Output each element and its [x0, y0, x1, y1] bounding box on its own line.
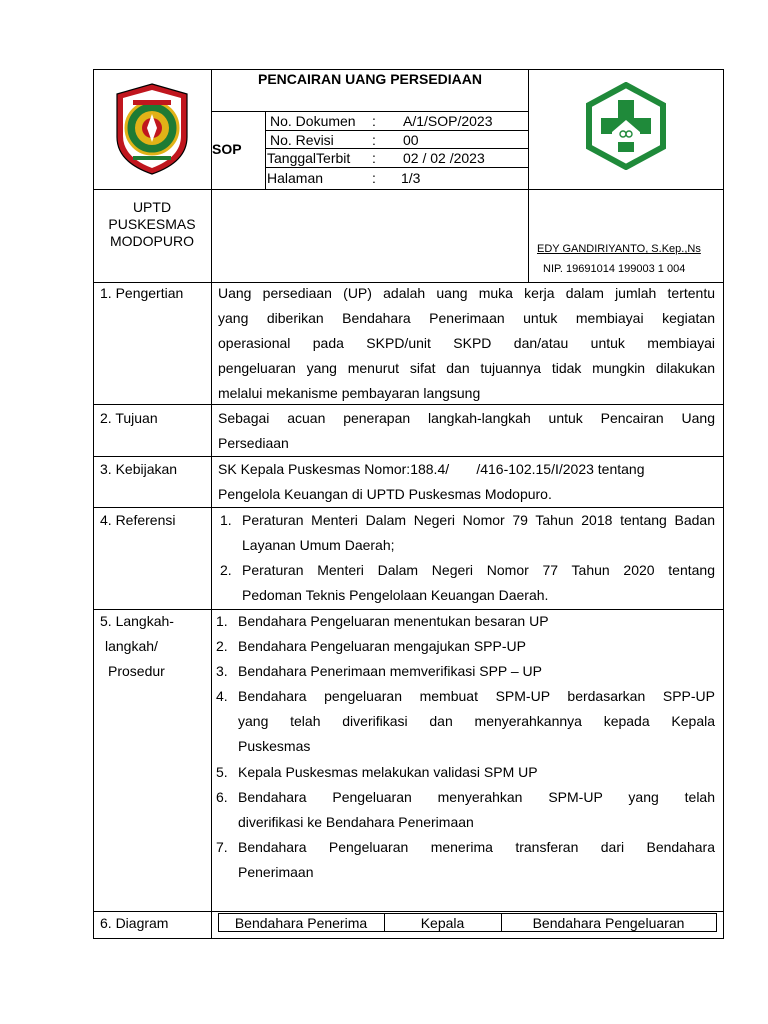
label-line: Prosedur: [108, 663, 165, 679]
field-label: TanggalTerbit: [267, 150, 351, 166]
field-label: No. Dokumen: [270, 113, 356, 129]
list-item-line: Peraturan Menteri Dalam Negeri Nomor 79 Tahun 2018 tentang Badan: [242, 512, 715, 528]
field-separator: :: [372, 170, 376, 186]
text-line: operasional pada SKPD/unit SKPD dan/atau untuk membiayai: [218, 335, 715, 351]
field-separator: :: [372, 113, 376, 129]
org-name-line: UPTD: [132, 199, 172, 215]
sop-label: SOP: [212, 141, 242, 157]
org-name-line: PUSKESMAS: [108, 216, 196, 232]
list-number: 5.: [216, 764, 228, 780]
list-item-line: Bendahara Pengeluaran mengajukan SPP-UP: [238, 638, 526, 654]
document-title: PENCAIRAN UANG PERSEDIAAN: [257, 71, 483, 87]
text-line: Persediaan: [218, 435, 289, 451]
list-number: 2.: [216, 638, 228, 654]
field-value: 1/3: [401, 170, 421, 186]
field-value: 02 / 02 /2023: [403, 150, 485, 166]
section-label-tujuan: 2. Tujuan: [100, 410, 158, 426]
list-item-line: Bendahara Penerimaan memverifikasi SPP – UP: [238, 663, 543, 679]
list-item-line: Bendahara Pengeluaran menerima transferan dari Bendahara: [238, 839, 715, 855]
diagram-column-header: Bendahara Pengeluaran: [532, 915, 685, 931]
field-label: Halaman: [267, 170, 324, 186]
diagram-column-header: Bendahara Penerima: [234, 915, 368, 931]
signer-nip: NIP. 19691014 199003 1 004: [543, 263, 686, 275]
text-line: Uang persediaan (UP) adalah uang muka kerja dalam jumlah tertentu: [218, 285, 715, 301]
text-line: Sebagai acuan penerapan langkah-langkah untuk Pencairan Uang: [218, 410, 715, 426]
list-item-line: Layanan Umum Daerah;: [242, 537, 395, 553]
list-number: 2.: [220, 562, 232, 578]
text-line: yang diberikan Bendahara Penerimaan untuk membiayai kegiatan: [218, 310, 715, 326]
regency-emblem-logo: [113, 82, 191, 176]
list-number: 4.: [216, 688, 228, 704]
list-item-line: Peraturan Menteri Dalam Negeri Nomor 77 Tahun 2020 tentang: [242, 562, 715, 578]
list-item-line: Bendahara Pengeluaran menentukan besaran UP: [238, 613, 549, 629]
text-line: pengeluaran yang menurut sifat dan tujuannya tidak mungkin dilakukan: [218, 360, 715, 376]
section-label-referensi: 4. Referensi: [100, 512, 176, 528]
list-number: 6.: [216, 789, 228, 805]
text-line: melalui mekanisme pembayaran langsung: [218, 385, 481, 401]
list-item-line: Puskesmas: [238, 738, 311, 754]
section-label-pengertian: 1. Pengertian: [100, 285, 184, 301]
list-number: 1.: [216, 613, 228, 629]
list-item-line: Bendahara Pengeluaran menyerahkan SPM-UP yang telah: [238, 789, 715, 805]
field-value: A/1/SOP/2023: [403, 113, 493, 129]
text-line: Pengelola Keuangan di UPTD Puskesmas Modopuro.: [218, 486, 552, 502]
list-number: 7.: [216, 839, 228, 855]
field-value: 00: [403, 132, 419, 148]
org-name-line: MODOPURO: [110, 233, 194, 249]
list-item-line: diverifikasi ke Bendahara Penerimaan: [238, 814, 474, 830]
label-line: langkah/: [105, 638, 158, 654]
list-item-line: Bendahara pengeluaran membuat SPM-UP berdasarkan SPP-UP: [238, 688, 715, 704]
signer-name: EDY GANDIRIYANTO, S.Kep.,Ns: [537, 243, 701, 255]
text-line: SK Kepala Puskesmas Nomor:188.4/ /416-102.15/I/2023 tentang: [218, 461, 645, 477]
label-line: 5. Langkah-: [100, 613, 174, 629]
list-number: 3.: [216, 663, 228, 679]
field-label: No. Revisi: [270, 132, 334, 148]
section-label-kebijakan: 3. Kebijakan: [100, 461, 178, 477]
list-item-line: Penerimaan: [238, 864, 314, 880]
puskesmas-logo: [585, 82, 667, 170]
field-separator: :: [372, 132, 376, 148]
diagram-column-header: Kepala: [420, 915, 465, 931]
field-separator: :: [372, 150, 376, 166]
section-label-diagram: 6. Diagram: [100, 915, 169, 931]
list-number: 1.: [220, 512, 232, 528]
list-item-line: Pedoman Teknis Pengelolaan Keuangan Daerah.: [242, 587, 549, 603]
list-item-line: yang telah diverifikasi dan menyerahkannya kepada Kepala: [238, 713, 715, 729]
list-item-line: Kepala Puskesmas melakukan validasi SPM UP: [238, 764, 538, 780]
